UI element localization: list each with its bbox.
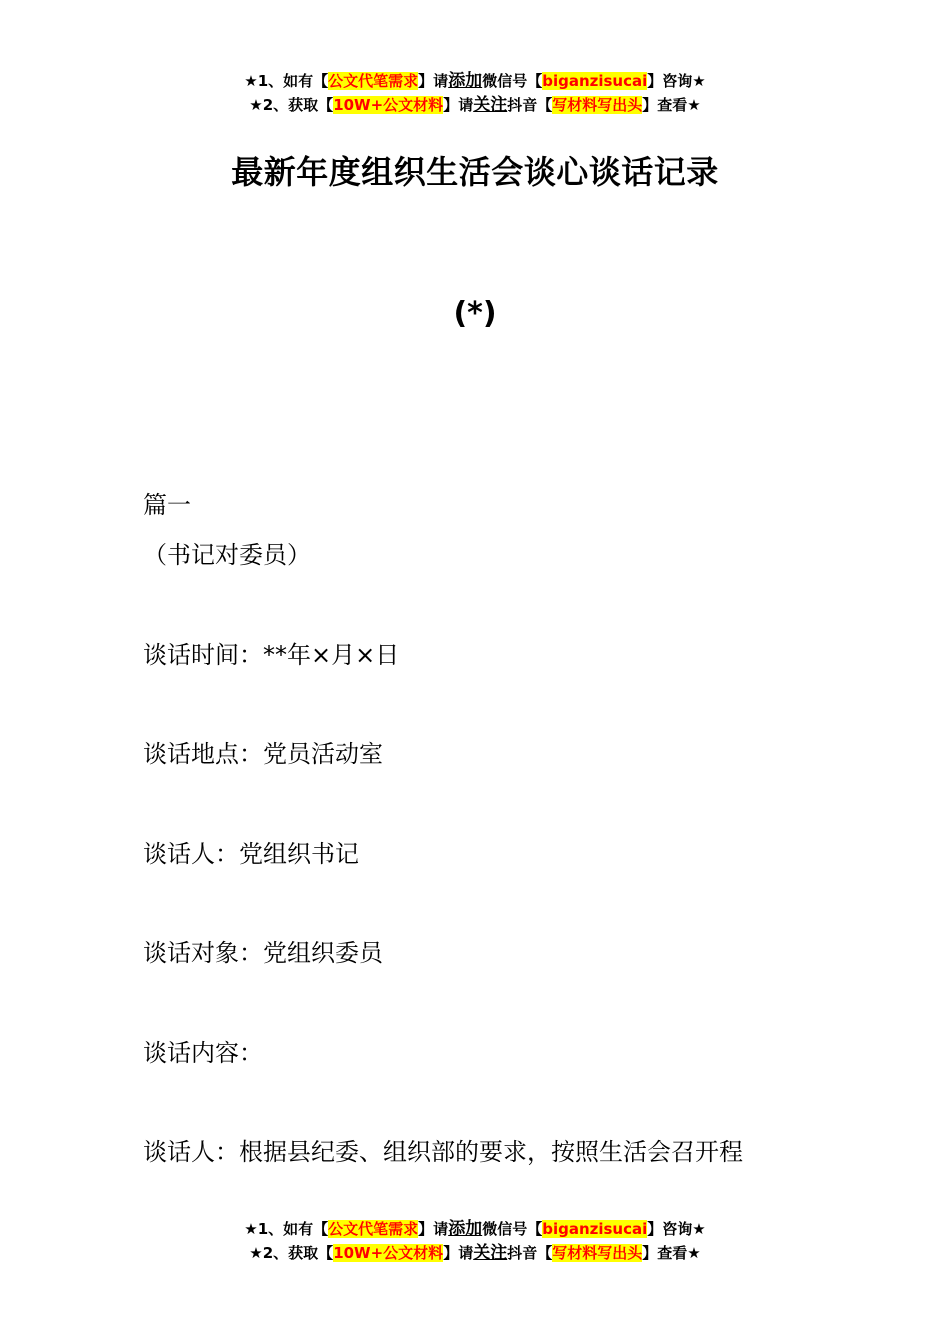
banner-highlight: 公文代笔需求 xyxy=(328,72,419,90)
banner-text: 抖音【 xyxy=(507,1244,553,1262)
banner-text: ★2、获取【 xyxy=(249,1244,334,1262)
section-heading: 篇一 xyxy=(143,491,191,519)
banner-underlined: 添加 xyxy=(448,71,483,91)
banner-text: 微信号【 xyxy=(482,72,543,90)
banner-text: ★1、如有【 xyxy=(244,1220,329,1238)
subsection-heading: （书记对委员） xyxy=(143,541,311,569)
banner-text: 】查看★ xyxy=(642,96,701,114)
banner-text: 微信号【 xyxy=(482,1220,543,1238)
banner-highlight: 公文代笔需求 xyxy=(328,1220,419,1238)
banner-text: 】请 xyxy=(418,72,449,90)
talk-target: 谈话对象：党组织委员 xyxy=(143,939,383,967)
banner-text: 】请 xyxy=(443,1244,474,1262)
document-title: 最新年度组织生活会谈心谈话记录 xyxy=(231,153,719,191)
banner-highlight: 写材料写出头 xyxy=(552,1244,643,1262)
talk-time: 谈话时间：**年×月×日 xyxy=(143,641,400,669)
banner-underlined: 添加 xyxy=(448,1219,483,1239)
banner-line-2 xyxy=(0,1241,950,1265)
banner-text: ★2、获取【 xyxy=(249,96,334,114)
talker: 谈话人：党组织书记 xyxy=(143,840,359,868)
banner-highlight: 10W+公文材料 xyxy=(333,96,444,114)
banner-line-2 xyxy=(0,93,950,117)
banner-text: 】请 xyxy=(418,1220,449,1238)
footer-banner xyxy=(0,1217,950,1265)
banner-highlight: biganzisucai xyxy=(542,1220,648,1238)
banner-line-1 xyxy=(0,1217,950,1241)
banner-text: 抖音【 xyxy=(507,96,553,114)
talk-place: 谈话地点：党员活动室 xyxy=(143,740,383,768)
banner-text: 】咨询★ xyxy=(647,1220,706,1238)
banner-underlined: 关注 xyxy=(473,1243,508,1263)
header-banner xyxy=(0,69,950,117)
talk-content-label: 谈话内容： xyxy=(143,1039,263,1067)
banner-text: 】查看★ xyxy=(642,1244,701,1262)
talk-content-line: 谈话人：根据县纪委、组织部的要求，按照生活会召开程 xyxy=(143,1138,743,1166)
banner-highlight: 10W+公文材料 xyxy=(333,1244,444,1262)
banner-line-1 xyxy=(0,69,950,93)
banner-highlight: biganzisucai xyxy=(542,72,648,90)
banner-underlined: 关注 xyxy=(473,95,508,115)
document-subtitle: (*) xyxy=(453,296,497,331)
banner-text: 】咨询★ xyxy=(647,72,706,90)
banner-text: ★1、如有【 xyxy=(244,72,329,90)
banner-text: 】请 xyxy=(443,96,474,114)
banner-highlight: 写材料写出头 xyxy=(552,96,643,114)
